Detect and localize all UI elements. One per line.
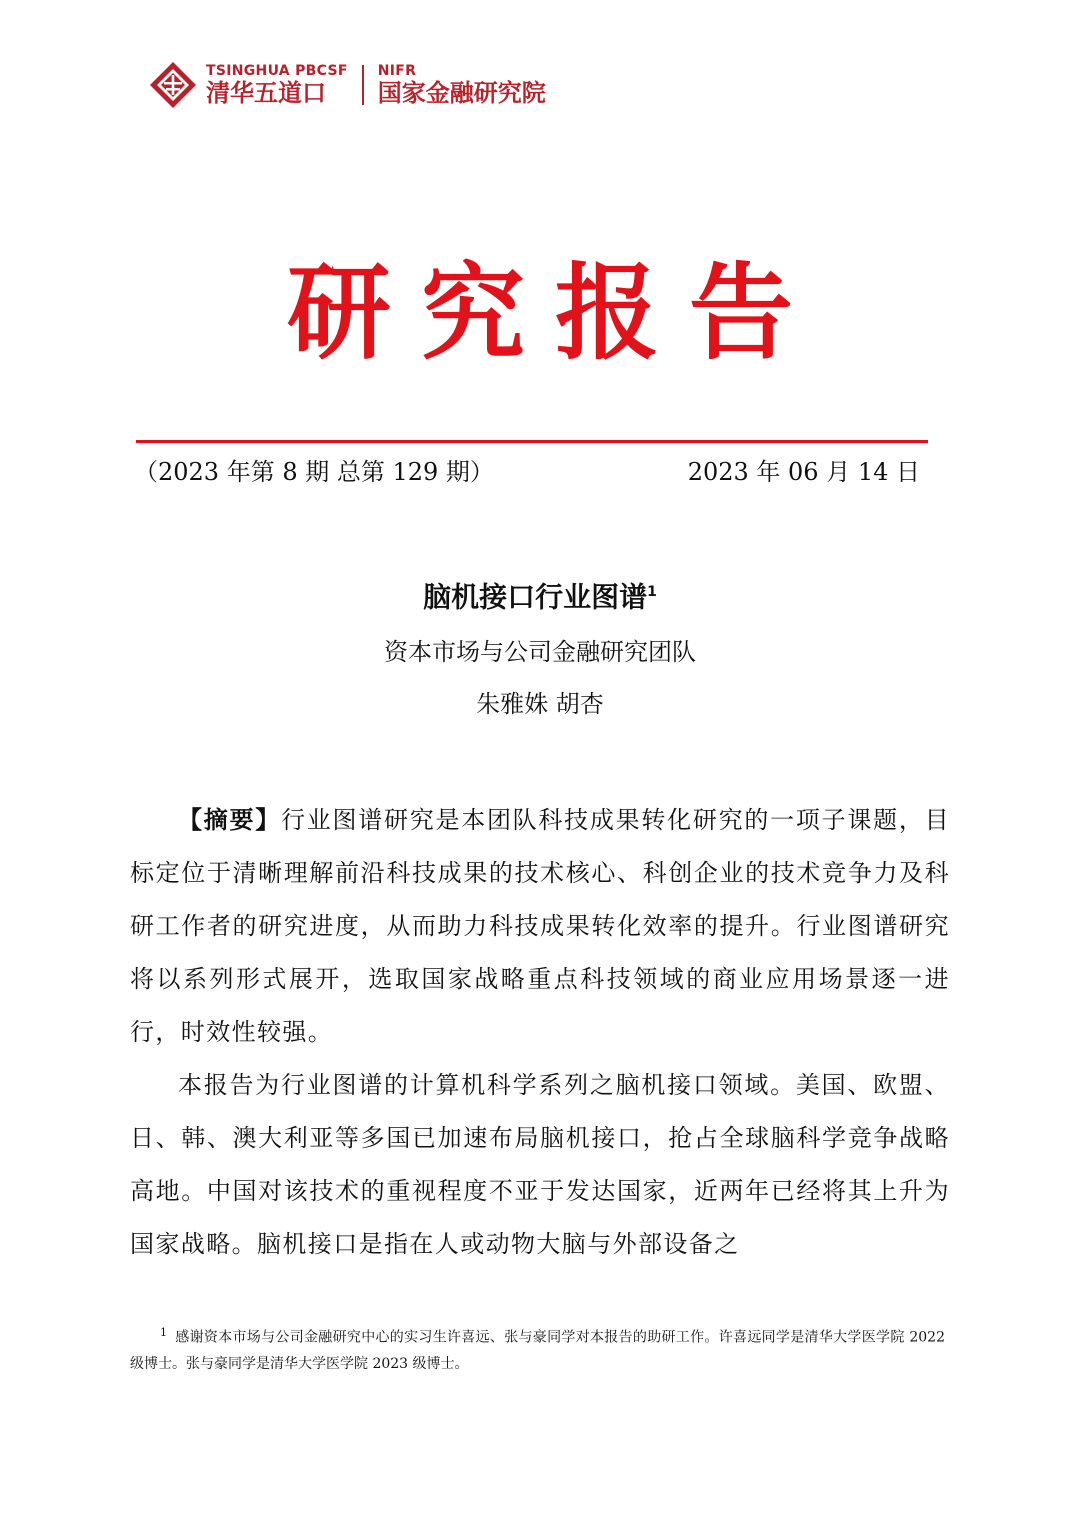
publication-date: 2023 年 06 月 14 日 <box>687 458 920 486</box>
authors: 朱雅姝 胡杏 <box>476 690 604 718</box>
issue-number: （2023 年第 8 期 总第 129 期） <box>134 458 494 486</box>
logo-nifr-en: NIFR <box>377 63 417 79</box>
footnote <box>130 1320 945 1377</box>
document-title <box>0 572 1080 617</box>
document-title-text: 脑机接口行业图谱 <box>423 580 648 614</box>
title-divider <box>136 440 928 443</box>
abstract-paragraph-1 <box>130 794 950 1059</box>
logo-pbcsf-en: TSINGHUA PBCSF <box>206 63 348 79</box>
footnote-text: 感谢资本市场与公司金融研究中心的实习生许喜远、张与豪同学对本报告的助研工作。许喜远同学是清华大学医学院 2022 级博士。张与豪同学是清华大学医学院 2023 级博士。 <box>130 1329 945 1372</box>
logo-pbcsf <box>206 63 348 107</box>
footnote-mark: 1 <box>160 1326 167 1339</box>
title-footnote-ref: 1 <box>647 584 657 600</box>
logo-nifr-cn: 国家金融研究院 <box>377 79 546 107</box>
report-title: 研究报告 <box>286 251 823 374</box>
tsinghua-emblem-icon <box>148 60 198 110</box>
logo-nifr <box>378 63 546 107</box>
header-logo <box>148 58 546 112</box>
logo-divider <box>362 65 364 105</box>
logo-pbcsf-cn: 清华五道口 <box>206 79 326 107</box>
abstract-paragraph-2: 本报告为行业图谱的计算机科学系列之脑机接口领域。美国、欧盟、日、韩、澳大利亚等多国已加速布局脑机接口，抢占全球脑科学竞争战略高地。中国对该技术的重视程度不亚于发达国家，近两年已经将其上升为国家战略。脑机接口是指在人或动物大脑与外部设备之 <box>130 1071 950 1258</box>
abstract-label: 【摘要】 <box>178 806 281 834</box>
abstract-paragraph-1-text: 行业图谱研究是本团队科技成果转化研究的一项子课题，目标定位于清晰理解前沿科技成果的技术核心、科创企业的技术竞争力及科研工作者的研究进度，从而助力科技成果转化效率的提升。行业图谱研究将以系列形式展开，选取国家战略重点科技领域的商业应用场景逐一进行，时效性较强。 <box>130 806 950 1046</box>
abstract-body <box>130 794 950 1271</box>
research-team: 资本市场与公司金融研究团队 <box>384 638 696 666</box>
